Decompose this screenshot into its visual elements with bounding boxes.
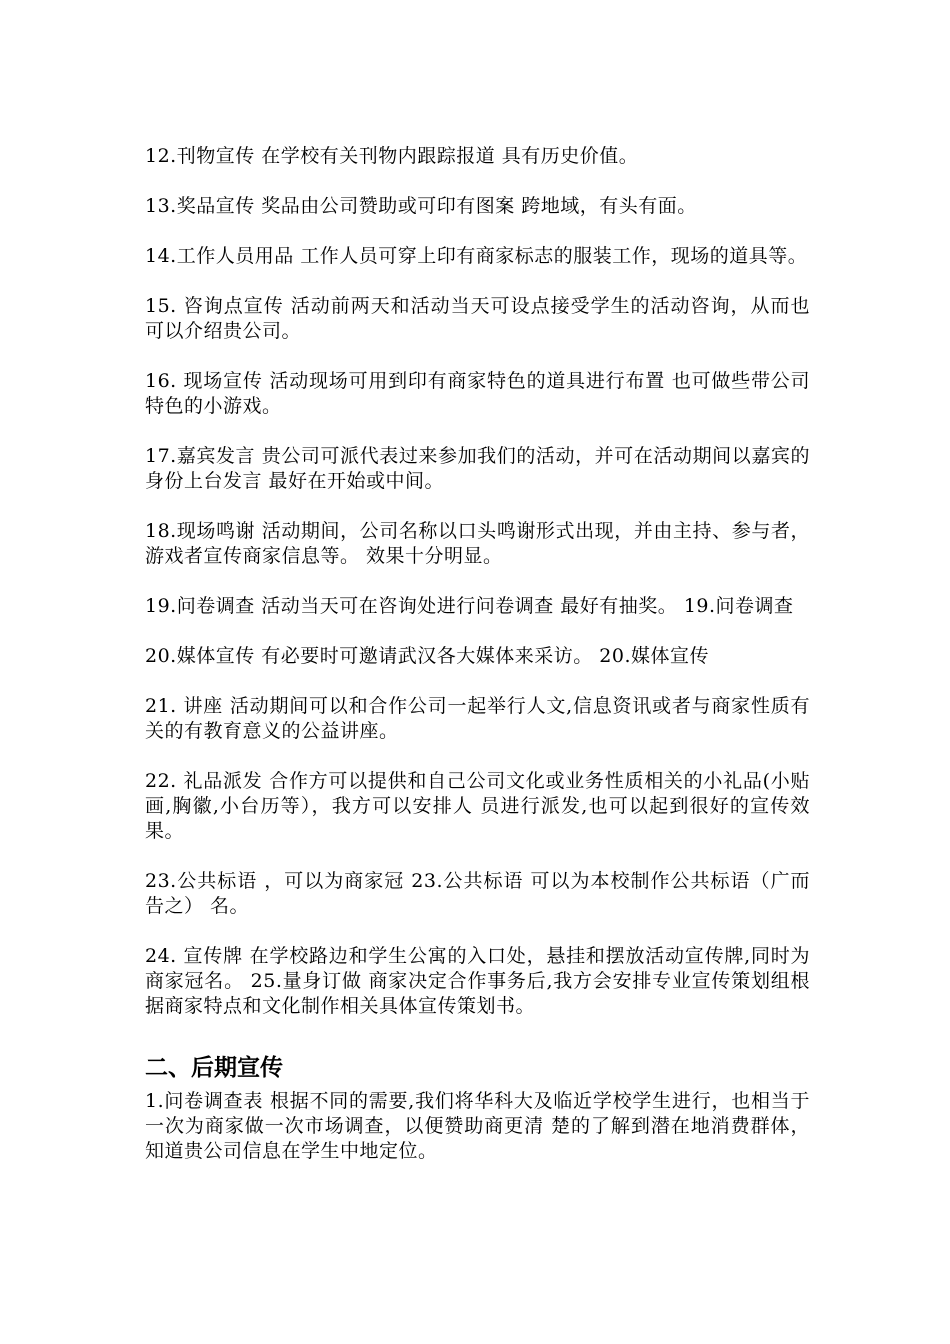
paragraph-item-13: 13.奖品宣传 奖品由公司赞助或可印有图案 跨地域，有头有面。 — [145, 195, 697, 217]
paragraph-item-24: 24. 宣传牌 在学校路边和学生公寓的入口处，悬挂和摆放活动宣传牌,同时为商家冠名。 25.量身订做 商家决定合作事务后,我方会安排专业宣传策划组根 据商家特点和文化制作相关具体宣传策划书。 — [145, 945, 810, 1017]
paragraph-item-19: 19.问卷调查 活动当天可在咨询处进行问卷调查 最好有抽奖。 19.问卷调查 — [145, 595, 794, 617]
section-paragraph: 1.问卷调查表 根据不同的需要,我们将华科大及临近学校学生进行，也相当于一次为商家做一次市场调查，以便赞助商更清 楚的了解到潜在地消费群体，知道贵公司信息在学生中地定位。 — [145, 1090, 810, 1162]
paragraph-item-15: 15. 咨询点宣传 活动前两天和活动当天可设点接受学生的活动咨询，从而也可以介绍贵公司。 — [145, 295, 810, 342]
paragraph-item-23: 23.公共标语 ，可以为商家冠 23.公共标语 可以为本校制作公共标语（广而告之） 名。 — [145, 870, 810, 917]
document-page — [145, 144, 810, 1164]
paragraph-item-18: 18.现场鸣谢 活动期间，公司名称以口头鸣谢形式出现，并由主持、参与者，游戏者宣传商家信息等。 效果十分明显。 — [145, 520, 810, 567]
paragraph-item-17: 17.嘉宾发言 贵公司可派代表过来参加我们的活动，并可在活动期间以嘉宾的身份上台发言 最好在开始或中间。 — [145, 445, 810, 492]
paragraph-item-20: 20.媒体宣传 有必要时可邀请武汉各大媒体来采访。 20.媒体宣传 — [145, 645, 710, 667]
paragraph-item-16: 16. 现场宣传 活动现场可用到印有商家特色的道具进行布置 也可做些带公司特色的小游戏。 — [145, 370, 810, 417]
paragraph-item-21: 21. 讲座 活动期间可以和合作公司一起举行人文,信息资讯或者与商家性质有关的有教育意义的公益讲座。 — [145, 695, 810, 742]
paragraph-item-12: 12.刊物宣传 在学校有关刊物内跟踪报道 具有历史价值。 — [145, 145, 639, 167]
section-heading: 二、后期宣传 — [145, 1055, 283, 1081]
paragraph-item-14: 14.工作人员用品 工作人员可穿上印有商家标志的服装工作，现场的道具等。 — [145, 245, 808, 267]
paragraph-item-22: 22. 礼品派发 合作方可以提供和自己公司文化或业务性质相关的小礼品(小贴画,胸徽,小台历等），我方可以安排人 员进行派发,也可以起到很好的宣传效果。 — [145, 770, 810, 842]
